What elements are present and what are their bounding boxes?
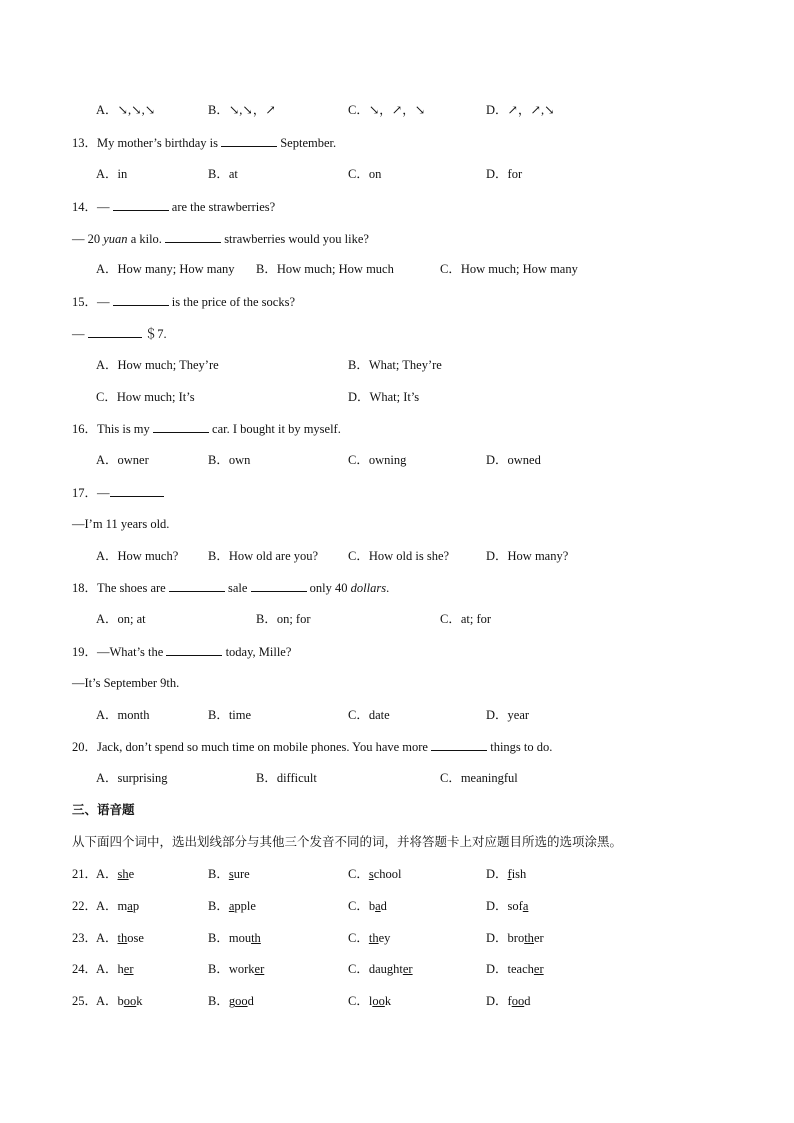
question-text: —: [72, 327, 85, 341]
underlined-sound: th: [117, 931, 128, 945]
q19-option-b[interactable]: B．time: [208, 708, 252, 722]
word-part: b: [117, 994, 124, 1008]
option-letter: D．: [486, 899, 508, 913]
option-letter: A．: [96, 931, 118, 945]
option-letter: A．: [96, 899, 118, 913]
q16-option-a[interactable]: A．owner: [96, 453, 149, 467]
question-text: is the price of the socks?: [171, 295, 295, 309]
question-text: strawberries would you like?: [224, 232, 369, 246]
word-part: l: [368, 994, 373, 1008]
question-text: .: [386, 581, 390, 595]
phonetic-option[interactable]: [96, 930, 144, 946]
question-text: 15．—: [72, 295, 110, 309]
question-text: ＄7.: [144, 327, 167, 341]
q19-option-a[interactable]: A．month: [96, 708, 150, 722]
word-part: work: [228, 962, 255, 976]
q18-option-a[interactable]: A．on; at: [96, 612, 146, 626]
q20-option-a[interactable]: A．surprising: [96, 771, 168, 785]
word-part: p: [132, 899, 140, 913]
question-19-line2: —It’s September 9th.: [72, 676, 180, 690]
word-part: d: [247, 994, 254, 1008]
q15-option-a[interactable]: A．How much; They’re: [96, 358, 219, 372]
question-text: sale: [227, 581, 248, 595]
q17-option-a[interactable]: A．How much?: [96, 549, 179, 563]
option-letter: A．: [96, 867, 118, 881]
q13-option-b[interactable]: B．at: [208, 167, 238, 181]
question-15-line1: [72, 293, 295, 310]
option-letter: C．: [348, 931, 369, 945]
option-letter: D．: [486, 962, 508, 976]
q12-option-b[interactable]: B．↘,↘，↗: [208, 103, 276, 117]
option-letter: B．: [208, 867, 229, 881]
q12-option-c[interactable]: C．↘，↗，↘: [348, 103, 426, 117]
option-letter: C．: [348, 867, 369, 881]
q14-option-c[interactable]: C．How much; How many: [440, 262, 578, 276]
question-text: 20．Jack, don’t spend so much time on mobile phones. You have more: [72, 740, 428, 754]
question-20: [72, 738, 552, 755]
q13-option-d[interactable]: D．for: [486, 167, 523, 181]
word-part: bro: [507, 931, 525, 945]
phonetic-option[interactable]: [96, 866, 134, 882]
question-text: a kilo.: [130, 232, 162, 246]
question-text-italic: dollars: [350, 581, 387, 595]
underlined-sound: er: [254, 962, 265, 976]
phonetic-option[interactable]: [486, 993, 530, 1009]
phonetic-option[interactable]: [348, 866, 402, 882]
q15-option-b[interactable]: B．What; They’re: [348, 358, 442, 372]
word-part: er: [533, 931, 544, 945]
option-letter: C．: [348, 994, 369, 1008]
q15-option-d[interactable]: D．What; It’s: [348, 390, 420, 404]
question-17-line2: —I’m 11 years old.: [72, 517, 170, 531]
q12-option-a[interactable]: A．↘,↘,↘: [96, 103, 156, 117]
phonetic-option[interactable]: [348, 898, 387, 914]
question-text: September.: [280, 136, 337, 150]
phonetic-option[interactable]: [348, 993, 391, 1009]
question-17-line1: [72, 484, 164, 501]
question-text-italic: yuan: [103, 232, 128, 246]
question-text: things to do.: [490, 740, 553, 754]
underlined-sound: er: [123, 962, 134, 976]
answer-blank[interactable]: [153, 420, 209, 433]
word-part: m: [117, 899, 128, 913]
question-text: only 40: [309, 581, 348, 595]
underlined-sound: oo: [511, 994, 525, 1008]
q16-option-b[interactable]: B．own: [208, 453, 251, 467]
option-letter: A．: [96, 962, 118, 976]
word-part: pple: [234, 899, 256, 913]
word-part: daught: [368, 962, 403, 976]
underlined-sound: er: [533, 962, 544, 976]
word-part: ish: [511, 867, 527, 881]
word-part: g: [228, 994, 236, 1008]
q17-option-b[interactable]: B．How old are you?: [208, 549, 319, 563]
word-part: mou: [228, 931, 252, 945]
option-letter: A．: [96, 994, 118, 1008]
underlined-sound: th: [524, 931, 534, 945]
question-16: [72, 420, 341, 437]
phonetic-option[interactable]: [486, 930, 544, 946]
question-text: 16．This is my: [72, 422, 150, 436]
question-number: 13．: [72, 136, 98, 150]
question-text: 18．The shoes are: [72, 581, 166, 595]
question-19-line1: [72, 643, 291, 660]
phonetic-option[interactable]: [486, 961, 544, 977]
underlined-sound: oo: [123, 994, 137, 1008]
answer-blank[interactable]: [251, 579, 307, 592]
phonetic-option[interactable]: [96, 993, 143, 1009]
word-part: b: [368, 899, 376, 913]
question-text: 19．—What’s the: [72, 645, 164, 659]
q19-option-d[interactable]: D．year: [486, 708, 530, 722]
option-letter: C．: [348, 899, 369, 913]
underlined-sound: a: [127, 899, 133, 913]
word-part: f: [507, 994, 512, 1008]
q18-option-c[interactable]: C．at; for: [440, 612, 492, 626]
word-part: k: [136, 994, 143, 1008]
q17-option-d[interactable]: D．How many?: [486, 549, 569, 563]
word-part: sof: [507, 899, 523, 913]
question-text: today, Mille?: [225, 645, 292, 659]
option-letter: B．: [208, 994, 229, 1008]
underlined-sound: a: [228, 899, 235, 913]
q16-option-c[interactable]: C．owning: [348, 453, 407, 467]
question-text: 14．—: [72, 200, 110, 214]
answer-blank[interactable]: [113, 198, 169, 211]
question-18: [72, 579, 389, 596]
q12-option-d[interactable]: D．↗，↗,↘: [486, 103, 555, 117]
word-part: h: [117, 962, 124, 976]
option-letter: B．: [208, 899, 229, 913]
answer-blank[interactable]: [431, 738, 487, 751]
question-number: 21．: [72, 867, 98, 881]
phonetic-option[interactable]: [208, 993, 254, 1009]
option-letter: C．: [348, 962, 369, 976]
underlined-sound: a: [522, 899, 529, 913]
question-text: 17．—: [72, 486, 110, 500]
q19-option-c[interactable]: C．date: [348, 708, 390, 722]
word-part: chool: [373, 867, 402, 881]
word-part: ose: [127, 931, 144, 945]
answer-blank[interactable]: [169, 579, 225, 592]
question-14-line1: [72, 198, 275, 215]
answer-blank[interactable]: [221, 134, 277, 147]
question-13: [72, 134, 336, 151]
answer-blank[interactable]: [88, 325, 142, 338]
phonetic-option[interactable]: [486, 866, 526, 882]
phonetic-option[interactable]: [208, 898, 256, 914]
word-part: ure: [233, 867, 250, 881]
option-letter: D．: [486, 931, 508, 945]
phonetic-option[interactable]: [96, 898, 139, 914]
word-part: k: [384, 994, 392, 1008]
phonetic-option[interactable]: [96, 961, 134, 977]
underlined-sound: a: [375, 899, 381, 913]
question-14-line2: [72, 230, 369, 247]
underlined-sound: s: [228, 867, 234, 881]
option-letter: B．: [208, 962, 229, 976]
section-instruction: 从下面四个词中，选出划线部分与其他三个发音不同的词，并将答题卡上对应题目所选的选项涂黑。: [72, 834, 623, 849]
question-number: 25．: [72, 994, 98, 1008]
question-text: My mother’s birthday is: [97, 136, 218, 150]
question-15-line2: [72, 325, 167, 342]
q20-option-b[interactable]: B．difficult: [256, 771, 317, 785]
q15-option-c[interactable]: C．How much; It’s: [96, 390, 195, 404]
underlined-sound: sh: [117, 867, 129, 881]
option-letter: B．: [208, 931, 229, 945]
word-part: e: [128, 867, 135, 881]
question-text: car. I bought it by myself.: [212, 422, 341, 436]
question-number: 22．: [72, 899, 98, 913]
phonetic-option[interactable]: [348, 961, 413, 977]
q18-option-b[interactable]: B．on; for: [256, 612, 311, 626]
word-part: ey: [378, 931, 391, 945]
question-text: — 20: [72, 232, 101, 246]
answer-blank[interactable]: [113, 293, 169, 306]
q17-option-c[interactable]: C．How old is she?: [348, 549, 450, 563]
underlined-sound: oo: [372, 994, 385, 1008]
question-number: 24．: [72, 962, 98, 976]
underlined-sound: f: [507, 867, 512, 881]
word-part: teach: [507, 962, 534, 976]
underlined-sound: th: [368, 931, 379, 945]
option-letter: D．: [486, 994, 508, 1008]
q14-option-b[interactable]: B．How much; How much: [256, 262, 394, 276]
phonetic-option[interactable]: [208, 866, 250, 882]
question-number: 23．: [72, 931, 98, 945]
question-text: are the strawberries?: [171, 200, 276, 214]
q13-option-a[interactable]: A．in: [96, 167, 128, 181]
answer-blank[interactable]: [110, 484, 164, 497]
underlined-sound: oo: [235, 994, 248, 1008]
underlined-sound: er: [402, 962, 413, 976]
underlined-sound: s: [368, 867, 374, 881]
answer-blank[interactable]: [165, 230, 221, 243]
q13-option-c[interactable]: C．on: [348, 167, 382, 181]
section-heading: 三、语音题: [72, 802, 135, 817]
answer-blank[interactable]: [166, 643, 222, 656]
q14-option-a[interactable]: A．How many; How many: [96, 262, 235, 276]
phonetic-option[interactable]: [208, 930, 261, 946]
phonetic-option[interactable]: [486, 898, 528, 914]
q20-option-c[interactable]: C．meaningful: [440, 771, 518, 785]
phonetic-option[interactable]: [208, 961, 264, 977]
word-part: d: [380, 899, 387, 913]
word-part: d: [524, 994, 531, 1008]
q16-option-d[interactable]: D．owned: [486, 453, 541, 467]
underlined-sound: th: [251, 931, 261, 945]
option-letter: D．: [486, 867, 508, 881]
phonetic-option[interactable]: [348, 930, 390, 946]
